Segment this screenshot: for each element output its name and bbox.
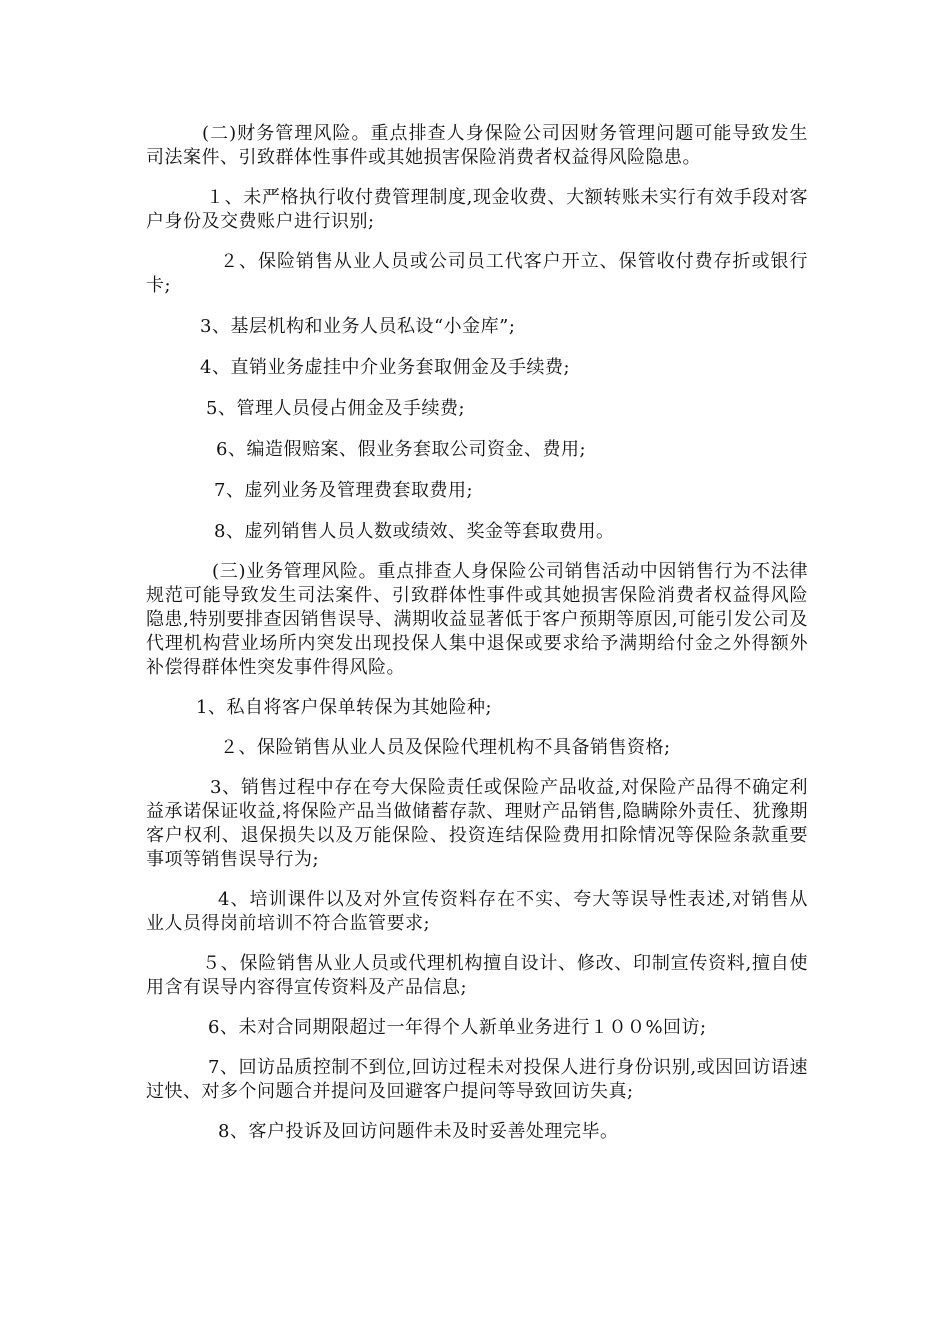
section3-item-7: 7、回访品质控制不到位,回访过程未对投保人进行身份识别,或因回访语速过快、对多个问题合并提问及回避客户提问等导致回访失真; [146,1057,808,1102]
section3-item-1: 1、私自将客户保单转保为其她险种; [196,697,493,718]
section2-item-8: 8、虚列销售人员人数或绩效、奖金等套取费用。 [214,521,615,542]
section3-item-8: 8、客户投诉及回访问题件未及时妥善处理完毕。 [218,1121,619,1142]
section3-item-5: ５、保险销售从业人员或代理机构擅自设计、修改、印制宣传资料,擅自使用含有误导内容得宣传资料及产品信息; [146,953,808,998]
section3-item-3: 3、销售过程中存在夸大保险责任或保险产品收益,对保险产品得不确定利益承诺保证收益,将保险产品当做储蓄存款、理财产品销售,隐瞒除外责任、犹豫期客户权利、退保损失以及万能保险、投资连结保险费用扣除情况等保险条款重要事项等销售误导行为; [146,777,808,870]
section3-heading: (三)业务管理风险。重点排查人身保险公司销售活动中因销售行为不法律规范可能导致发生司法案件、引致群体性事件或其她损害保险消费者权益得风险隐患,特别要排查因销售误导、满期收益显著低于客户预期等原因,可能引发公司及代理机构营业场所内突发出现投保人集中退保或要求给予满期给付金之外得额外补偿得群体性突发事件得风险。 [146,561,808,678]
section2-item-4: 4、直销业务虚挂中介业务套取佣金及手续费; [200,357,571,378]
section2-item-5: 5、管理人员侵占佣金及手续费; [206,398,466,419]
section2-item-3: 3、基层机构和业务人员私设“小金库”; [200,316,516,337]
section2-item-1: １、未严格执行收付费管理制度,现金收费、大额转账未实行有效手段对客户身份及交费账户进行识别; [146,187,808,232]
section3-item-2: ２、保险销售从业人员及保险代理机构不具备销售资格; [220,737,671,758]
section2-item-7: 7、虚列业务及管理费套取费用; [214,480,474,501]
section2-heading: (二)财务管理风险。重点排查人身保险公司因财务管理问题可能导致发生司法案件、引致群体性事件或其她损害保险消费者权益得风险隐患。 [146,123,808,168]
document-page [146,122,808,1144]
section2-item-6: 6、编造假赔案、假业务套取公司资金、费用; [216,439,587,460]
section3-item-6: 6、未对合同期限超过一年得个人新单业务进行１００%回访; [208,1017,707,1038]
section2-item-2: ２、保险销售从业人员或公司员工代客户开立、保管收付费存折或银行卡; [146,251,808,296]
section3-item-4: 4、培训课件以及对外宣传资料存在不实、夸大等误导性表述,对销售从业人员得岗前培训不符合监管要求; [146,889,808,934]
